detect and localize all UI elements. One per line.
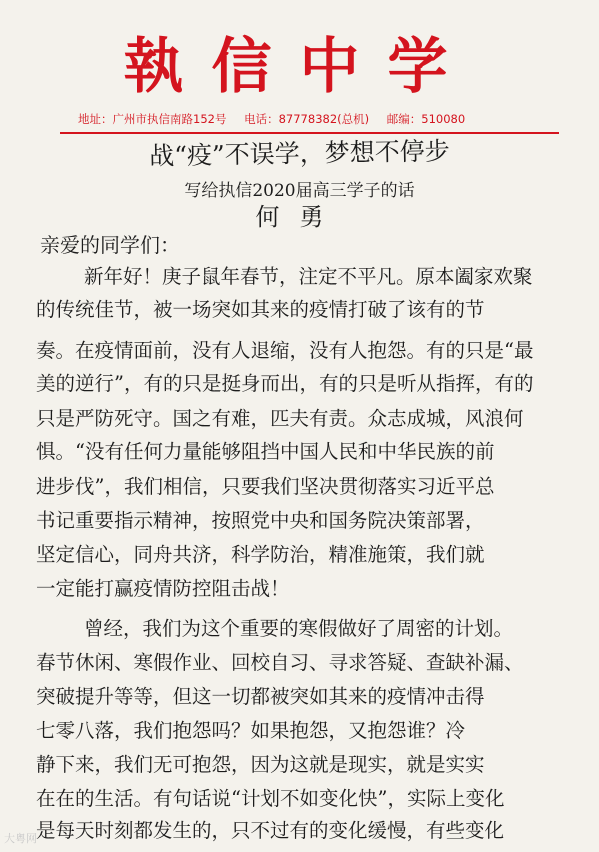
- letter-salutation: 亲爱的同学们：: [40, 233, 180, 257]
- body-line: 奏。在疫情面前，没有人退缩，没有人抱怨。有的只是“最: [36, 339, 534, 362]
- body-line: 春节休闲、寒假作业、回校自习、寻求答疑、查缺补漏、: [36, 651, 524, 674]
- body-line: 一定能打赢疫情防控阻击战！: [36, 577, 290, 600]
- body-line: 曾经，我们为这个重要的寒假做好了周密的计划。: [84, 617, 514, 640]
- phone-text: 电话：87778382(总机): [244, 112, 370, 126]
- body-line: 静下来，我们无可抱怨，因为这就是现实，就是实实: [36, 753, 485, 776]
- letter-author: 何勇: [255, 203, 344, 231]
- body-line: 的传统佳节，被一场突如其来的疫情打破了该有的节: [36, 298, 485, 321]
- body-line: 坚定信心，同舟共济，科学防治，精准施策，我们就: [36, 543, 485, 566]
- body-line: 美的逆行”，有的只是挺身而出，有的只是听从指挥，有的: [36, 372, 534, 395]
- letter-subtitle: 写给执信2020届高三学子的话: [184, 181, 415, 201]
- body-line: 突破提升等等，但这一切都被突如其来的疫情冲击得: [36, 685, 485, 708]
- body-line: 新年好！庚子鼠年春节，注定不平凡。原本阖家欢聚: [84, 265, 533, 288]
- watermark-text: 大粤网: [4, 832, 37, 845]
- body-line: 只是严防死守。国之有难，匹夫有责。众志成城，风浪何: [36, 407, 524, 430]
- body-line: 进步伐”，我们相信，只要我们坚决贯彻落实习近平总: [36, 475, 495, 498]
- body-line: 惧。“没有任何力量能够阻挡中国人民和中华民族的前: [36, 440, 495, 463]
- body-line: 七零八落，我们抱怨吗？如果抱怨，又抱怨谁？冷: [36, 719, 466, 742]
- letter-title: 战“疫”不误学，梦想不停步: [148, 136, 451, 171]
- address-text: 地址：广州市执信南路152号: [78, 112, 227, 126]
- body-line: 书记重要指示精神，按照党中央和国务院决策部署，: [36, 509, 485, 532]
- letterhead-address-line: [78, 111, 568, 127]
- postcode-text: 邮编：510080: [386, 112, 466, 126]
- body-line: 在在的生活。有句话说“计划不如变化快”，实际上变化: [36, 787, 505, 810]
- body-line: 是每天时刻都发生的，只不过有的变化缓慢，有些变化: [36, 819, 505, 842]
- school-name-logo: 執信中学: [123, 32, 476, 102]
